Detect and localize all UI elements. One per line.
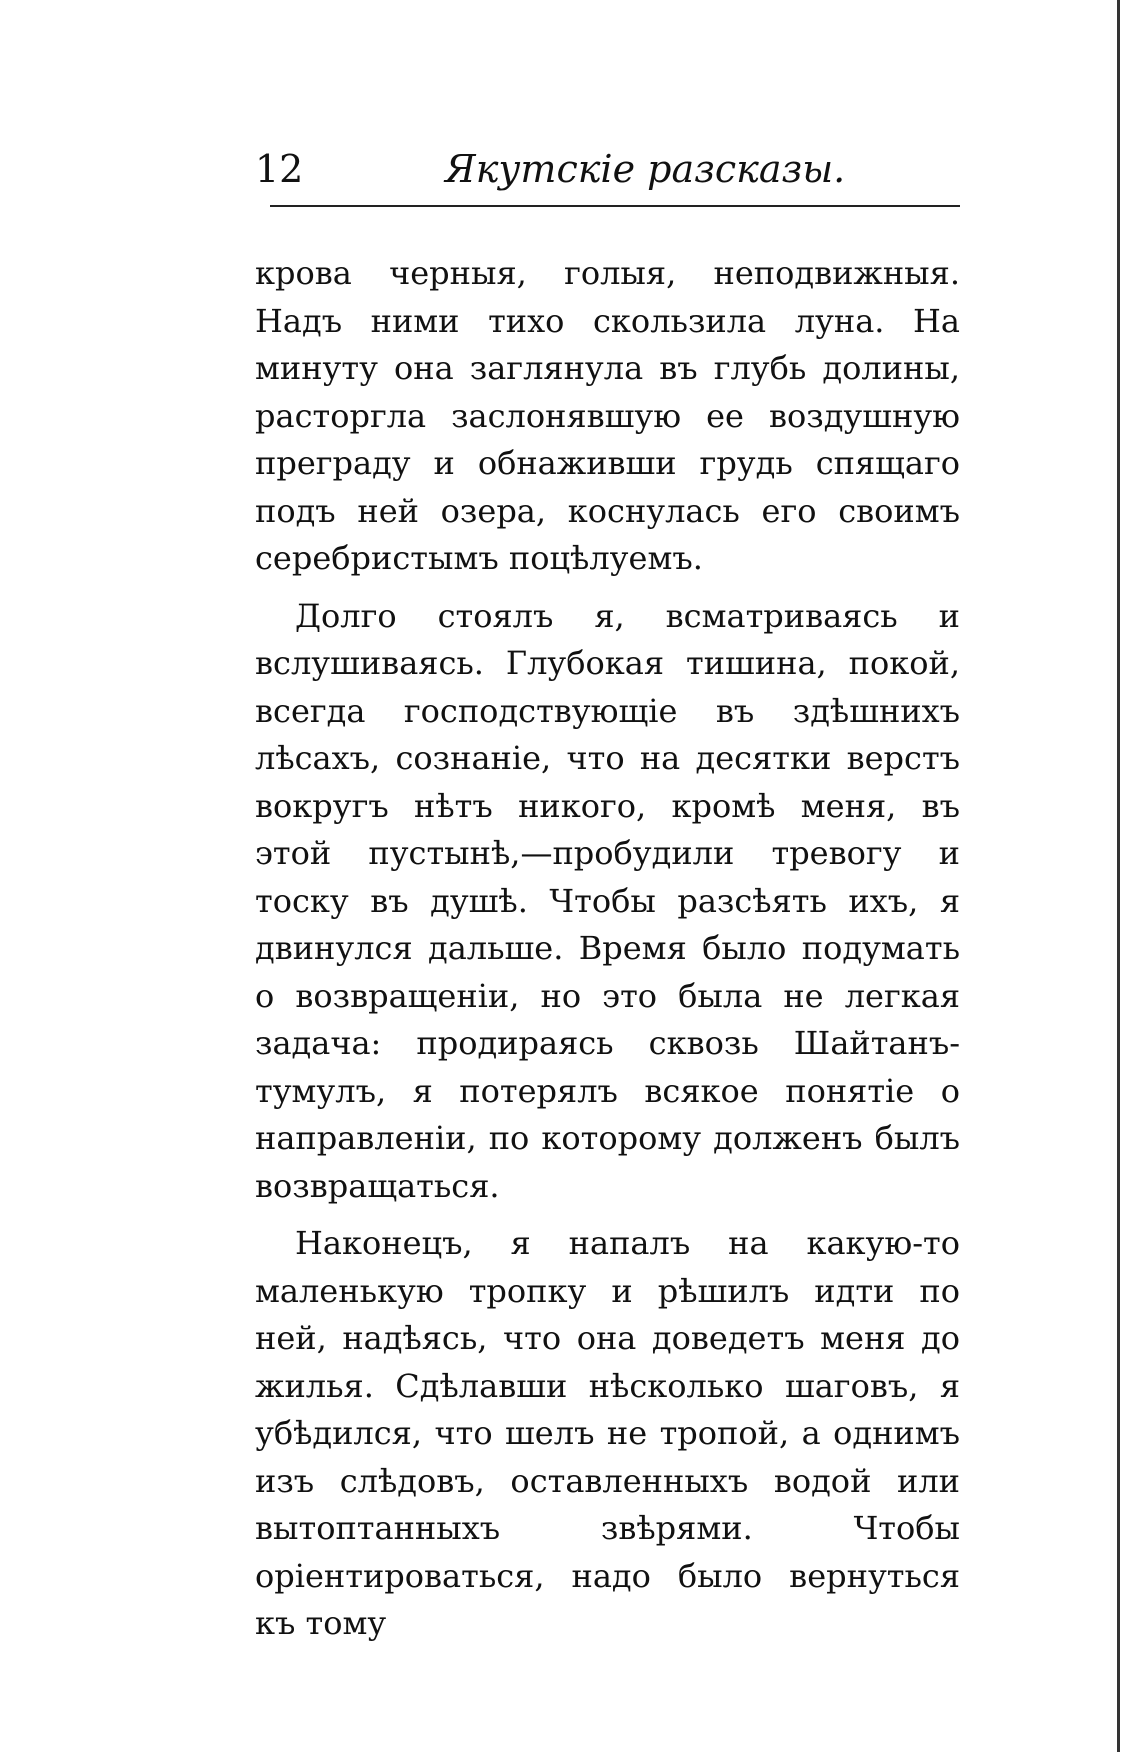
body-text [255, 250, 960, 1658]
header-rule [270, 205, 960, 207]
paragraph-continued: крова черныя, голыя, неподвижныя. Надъ ними тихо скользила луна. На минуту она заглянула въ глубь долины, расторгла заслонявшую ее воздушную преграду и обнаживши грудь спящаго подъ ней озера, коснулась его своимъ серебристымъ поцѣлуемъ. [255, 254, 960, 577]
paragraph: Долго стоялъ я, всматриваясь и вслушиваясь. Глубокая тишина, покой, всегда господствующіе въ здѣшнихъ лѣсахъ, сознаніе, что на десятки верстъ вокругъ нѣтъ никого, кромѣ меня, въ этой пустынѣ,—пробудили тревогу и тоску въ душѣ. Чтобы разсѣять ихъ, я двинулся дальше. Время было подумать о возвращеніи, но это была не легкая задача: продираясь сквозь Шайтанъ-тумулъ, я потерялъ всякое понятіе о направленіи, по которому долженъ былъ возвращаться. [255, 596, 960, 1205]
page-header [255, 147, 960, 210]
paragraph: Наконецъ, я напалъ на какую-то маленькую тропку и рѣшилъ идти по ней, надѣясь, что она доведетъ меня до жилья. Сдѣлавши нѣсколько шаговъ, я убѣдился, что шелъ не тропой, а однимъ изъ слѣдовъ, оставленныхъ водой или вытоптанныхъ звѣрями. Чтобы оріентироваться, надо было вернуться къ тому [255, 1224, 960, 1642]
page-edge-line [1117, 0, 1120, 1752]
running-title: Якутскіе разсказы. [445, 147, 846, 191]
page-number: 12 [255, 147, 304, 191]
